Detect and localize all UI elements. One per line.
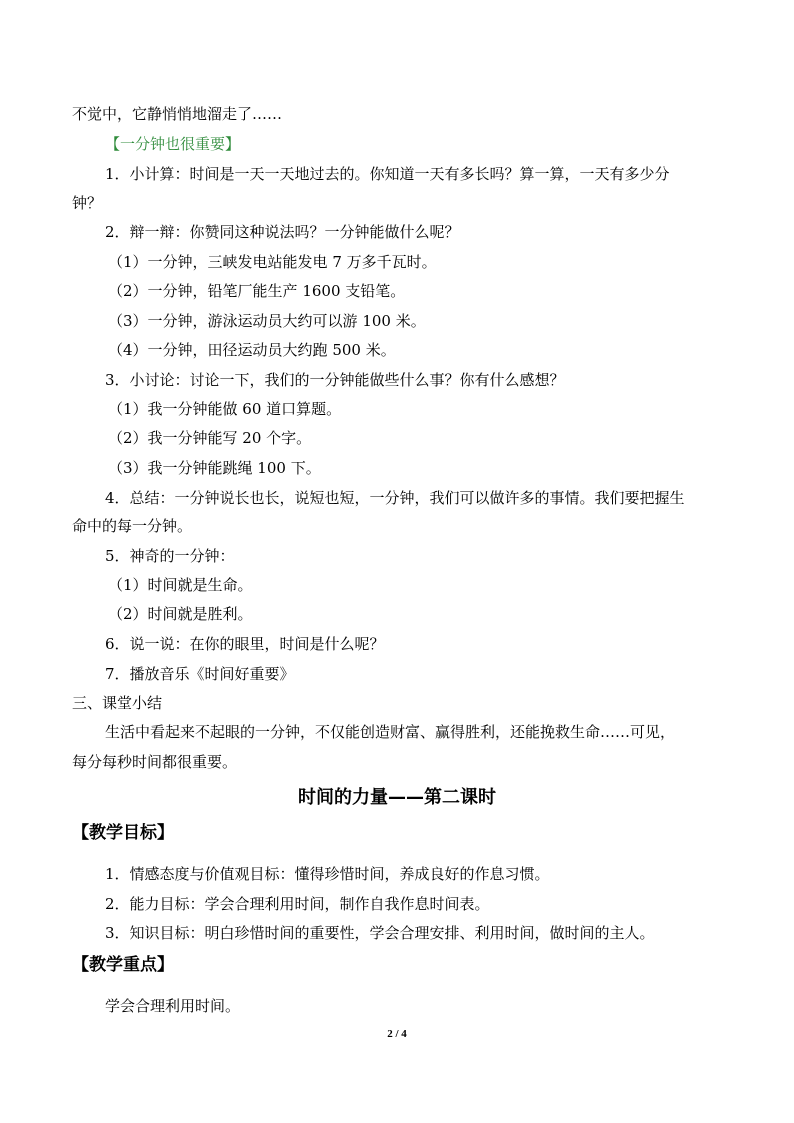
list-item: （3）一分钟，游泳运动员大约可以游 100 米。 xyxy=(108,312,426,330)
heading-key-points: 【教学重点】 xyxy=(72,955,174,975)
list-item: （4）一分钟，田径运动员大约跑 500 米。 xyxy=(108,341,396,359)
section-title: 时间的力量——第二课时 xyxy=(298,787,496,808)
subsection-label: 【一分钟也很重要】 xyxy=(105,135,241,153)
list-item: （2）我一分钟能写 20 个字。 xyxy=(108,429,312,447)
list-item: 1．情感态度与价值观目标：懂得珍惜时间，养成良好的作息习惯。 xyxy=(105,865,550,883)
list-item: （2）时间就是胜利。 xyxy=(108,605,253,623)
heading-objectives: 【教学目标】 xyxy=(72,823,174,843)
paragraph-line: 5．神奇的一分钟： xyxy=(105,547,235,565)
paragraph-line: 1．小计算：时间是一天一天地过去的。你知道一天有多长吗？算一算，一天有多少分 xyxy=(105,165,670,183)
paragraph-line: 2．辩一辩：你赞同这种说法吗？一分钟能做什么呢？ xyxy=(105,223,460,241)
list-item: （3）我一分钟能跳绳 100 下。 xyxy=(108,459,321,477)
paragraph-line: 学会合理利用时间。 xyxy=(105,997,241,1015)
paragraph-line: 4．总结：一分钟说长也长，说短也短，一分钟，我们可以做许多的事情。我们要把握生 xyxy=(105,489,685,507)
paragraph-line: 生活中看起来不起眼的一分钟，不仅能创造财富、赢得胜利，还能挽救生命……可见， xyxy=(105,723,676,741)
paragraph-line: 7．播放音乐《时间好重要》 xyxy=(105,665,295,683)
list-item: 3．知识目标：明白珍惜时间的重要性，学会合理安排、利用时间，做时间的主人。 xyxy=(105,924,655,942)
list-item: （1）时间就是生命。 xyxy=(108,576,253,594)
paragraph-line: 命中的每一分钟。 xyxy=(72,517,193,535)
paragraph-line: 3．小讨论：讨论一下，我们的一分钟能做些什么事？你有什么感想？ xyxy=(105,371,565,389)
list-item: （2）一分钟，铅笔厂能生产 1600 支铅笔。 xyxy=(108,282,406,300)
paragraph-line: 每分每秒时间都很重要。 xyxy=(72,753,238,771)
paragraph-line: 6．说一说：在你的眼里，时间是什么呢？ xyxy=(105,635,385,653)
paragraph-line: 钟？ xyxy=(72,194,103,212)
list-item: 2．能力目标：学会合理利用时间，制作自我作息时间表。 xyxy=(105,895,490,913)
paragraph-line: 不觉中，它静悄悄地溜走了…… xyxy=(72,105,283,123)
section-heading: 三、课堂小结 xyxy=(72,694,163,712)
list-item: （1）一分钟，三峡发电站能发电 7 万多千瓦时。 xyxy=(108,253,437,271)
list-item: （1）我一分钟能做 60 道口算题。 xyxy=(108,400,342,418)
page-number: 2 / 4 xyxy=(387,1028,407,1040)
